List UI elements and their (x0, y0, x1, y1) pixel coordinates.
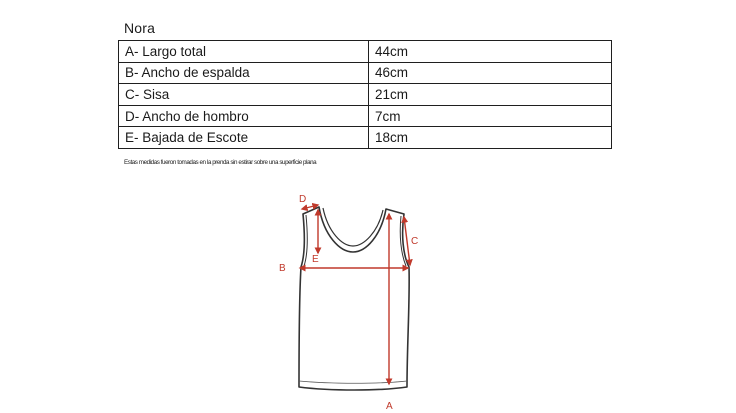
label-c: C (411, 236, 419, 247)
garment-outline (299, 207, 409, 390)
label-b: B (279, 263, 286, 274)
hem-line (299, 381, 407, 383)
measurement-value: 44cm (369, 41, 612, 63)
measurement-label: E- Bajada de Escote (119, 127, 369, 149)
measurement-label: C- Sisa (119, 84, 369, 106)
measurement-value: 21cm (369, 84, 612, 106)
measurement-label: B- Ancho de espalda (119, 62, 369, 84)
measurement-value: 7cm (369, 105, 612, 127)
measurement-label: A- Largo total (119, 41, 369, 63)
measurement-label: D- Ancho de hombro (119, 105, 369, 127)
measurement-value: 18cm (369, 127, 612, 149)
measurement-note: Estas medidas fueron tomadas en la prenda sin estirar sobre una superficie plana (124, 159, 317, 166)
label-e: E (312, 254, 319, 265)
garment-name: Nora (124, 20, 156, 36)
label-a: A (386, 401, 393, 412)
label-d: D (299, 194, 307, 205)
measurement-value: 46cm (369, 62, 612, 84)
